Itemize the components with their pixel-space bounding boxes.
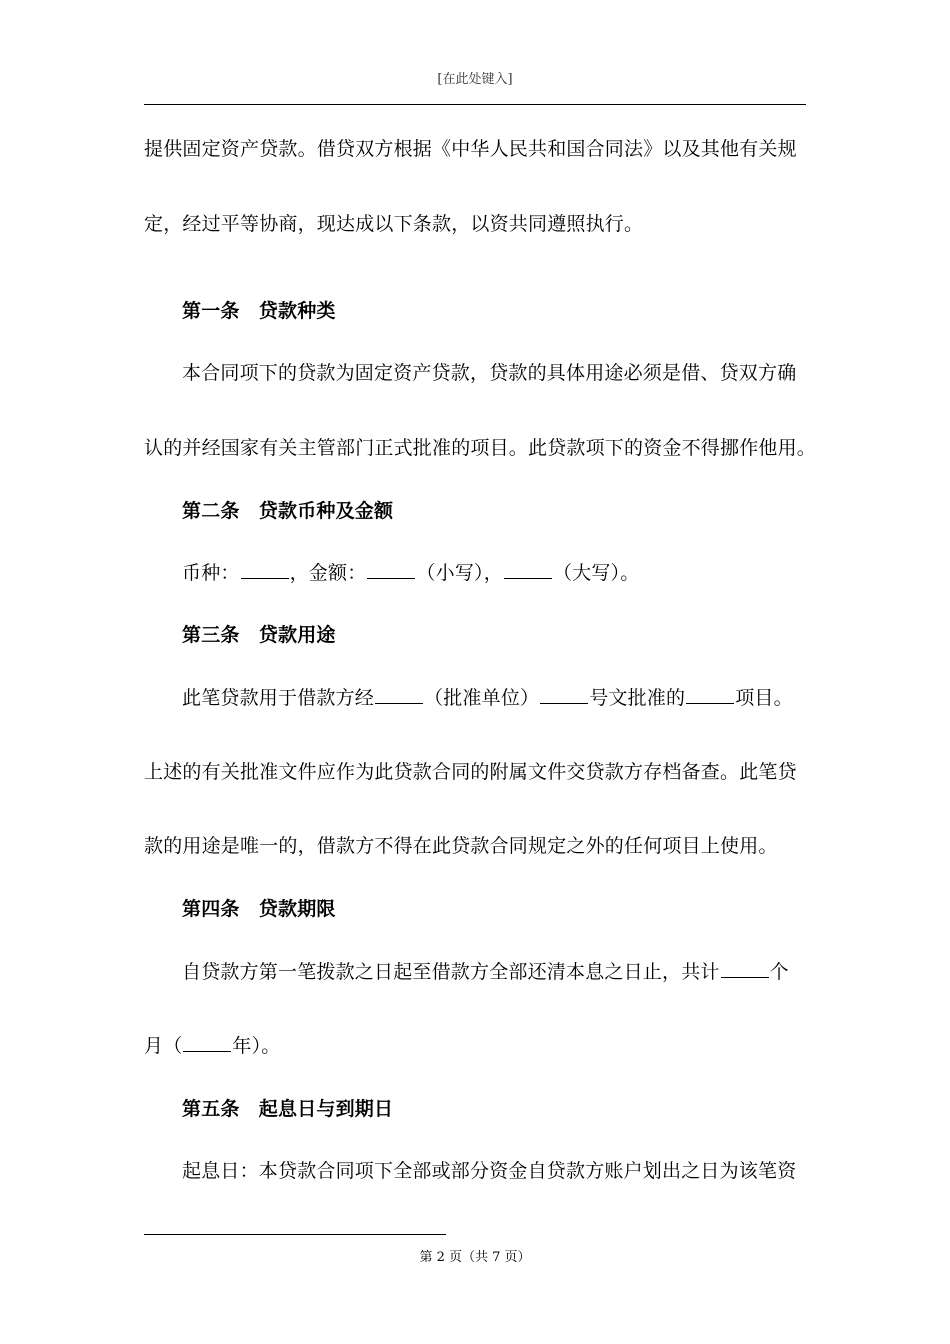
article-1-title: 第一条 贷款种类: [182, 300, 336, 322]
document-number-blank: [540, 702, 588, 704]
article-5-line-1: 起息日：本贷款合同项下全部或部分资金自贷款方账户划出之日为该笔资: [182, 1160, 797, 1182]
years-blank: [183, 1050, 231, 1052]
article-3-title: 第三条 贷款用途: [182, 624, 336, 646]
article-2-title: 第二条 贷款币种及金额: [182, 500, 394, 522]
article-4-line-2: [144, 1031, 281, 1058]
article-1-line-1: 本合同项下的贷款为固定资产贷款，贷款的具体用途必须是借、贷双方确: [182, 362, 797, 384]
header-rule: [144, 104, 806, 105]
amount-lower-label: （小写），: [416, 562, 503, 584]
article-5-title: 第五条 起息日与到期日: [182, 1098, 394, 1120]
currency-label: 币种：: [182, 562, 240, 584]
project-blank: [686, 702, 734, 704]
page-number: 第 2 页（共 7 页）: [419, 1250, 531, 1265]
term-text-a: 自贷款方第一笔拨款之日起至借款方全部还清本息之日止，共计: [182, 961, 720, 983]
amount-upper-blank: [504, 577, 552, 579]
term-text-d: 年）。: [232, 1035, 281, 1057]
article-3-line-2: 上述的有关批准文件应作为此贷款合同的附属文件交贷款方存档备查。此笔贷: [144, 761, 797, 783]
approval-unit-blank: [375, 702, 423, 704]
article-3-line-3: 款的用途是唯一的，借款方不得在此贷款合同规定之外的任何项目上使用。: [144, 835, 778, 857]
article-4-title: 第四条 贷款期限: [182, 898, 336, 920]
amount-upper-label: （大写）。: [552, 562, 640, 584]
purpose-text-a: 此笔贷款用于借款方经: [182, 687, 375, 709]
currency-blank: [241, 577, 289, 579]
article-1-line-2: 认的并经国家有关主管部门正式批准的项目。此贷款项下的资金不得挪作他用。: [144, 437, 817, 459]
term-text-c: 月（: [144, 1035, 183, 1057]
purpose-text-c: 号文批准的: [589, 687, 686, 709]
intro-line-2: 定，经过平等协商，现达成以下条款，以资共同遵照执行。: [144, 213, 644, 235]
amount-label: ，金额：: [289, 562, 367, 584]
intro-line-1: 提供固定资产贷款。借贷双方根据《中华人民共和国合同法》以及其他有关规: [144, 138, 797, 160]
article-2-line-1: [182, 558, 639, 585]
article-4-line-1: [182, 957, 789, 984]
article-3-line-1: [182, 683, 793, 710]
purpose-text-d: 项目。: [735, 687, 793, 709]
term-text-b: 个: [769, 961, 789, 983]
months-blank: [721, 976, 769, 978]
footer-rule: [144, 1234, 446, 1235]
amount-lower-blank: [367, 577, 415, 579]
page-header-placeholder: [在此处键入]: [437, 72, 513, 87]
purpose-text-b: （批准单位）: [424, 687, 540, 709]
